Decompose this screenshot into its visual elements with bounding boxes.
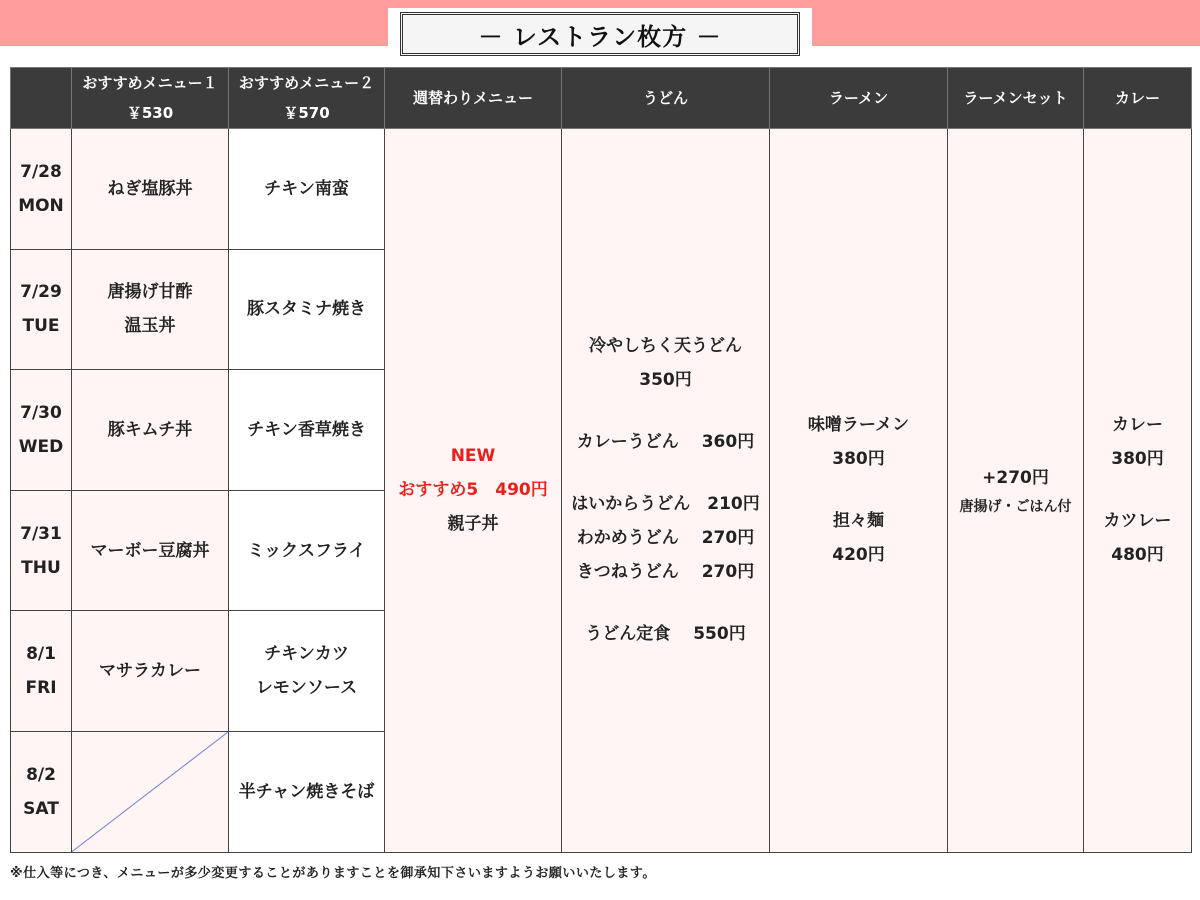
header-row: [11, 68, 1192, 129]
ramen-item: 味噌ラーメン: [807, 415, 910, 436]
date-value: 7/28: [20, 161, 62, 182]
recommended-2-item: [229, 249, 385, 370]
udon-item: 冷やしちく天うどん: [589, 336, 742, 357]
udon-item: わかめうどん 270円: [576, 528, 755, 549]
ramen-item: 担々麺: [833, 511, 884, 532]
menu-table: [10, 67, 1192, 853]
day-of-week: MON: [18, 195, 64, 216]
udon-item: カレーうどん 360円: [576, 432, 755, 453]
dish-name: ミックスフライ: [247, 540, 366, 561]
dish-name: 豚スタミナ焼き: [247, 299, 366, 320]
day-of-week: TUE: [22, 316, 60, 337]
dish-name: 半チャン焼きそば: [238, 781, 375, 802]
date-value: 8/2: [26, 764, 56, 785]
recommended-2-item: [229, 611, 385, 732]
recommended-2-item: [229, 731, 385, 852]
dish-name: マサラカレー: [99, 661, 201, 682]
header-ramen-set: ラーメンセット: [948, 68, 1084, 129]
dish-name: 温玉丼: [124, 316, 176, 337]
recommended-1-item: [72, 490, 229, 611]
day-of-week: WED: [18, 436, 64, 457]
ramen-price: 380円: [832, 449, 885, 470]
date-cell: [11, 611, 72, 732]
curry-price: 480円: [1111, 545, 1164, 566]
dish-name: 唐揚げ甘酢: [107, 282, 193, 303]
page-title: － レストラン枚方 －: [400, 12, 800, 56]
header-ramen: ラーメン: [770, 68, 948, 129]
udon-item: うどん定食 550円: [585, 624, 746, 645]
recommended-2-item: [229, 490, 385, 611]
header-weekly: 週替わりメニュー: [385, 68, 562, 129]
day-of-week: FRI: [25, 678, 57, 699]
date-cell: [11, 249, 72, 370]
header-curry: カレー: [1084, 68, 1192, 129]
weekly-dish: 親子丼: [447, 514, 499, 535]
curry-price: 380円: [1111, 449, 1164, 470]
date-value: 7/30: [20, 402, 62, 423]
date-value: 7/31: [20, 523, 62, 544]
header-recommended-2-name: おすすめメニュー２: [238, 74, 375, 92]
date-value: 8/1: [26, 644, 56, 665]
recommended-2-item: [229, 370, 385, 491]
udon-price: 350円: [639, 370, 692, 391]
header-date: [11, 68, 72, 129]
dish-name: チキン香草焼き: [247, 419, 366, 440]
weekly-feature-price: おすすめ5 490円: [398, 480, 548, 501]
ramen-menu-cell: [770, 129, 948, 853]
weekly-menu-cell: [385, 129, 562, 853]
udon-item: はいからうどん 210円: [571, 494, 760, 515]
ramen-set-price: +270円: [982, 468, 1049, 489]
date-cell: [11, 490, 72, 611]
footnote: ※仕入等につき、メニューが多少変更することがありますことを御承知下さいますようお願いいたします。: [10, 866, 656, 881]
recommended-1-unavailable: [72, 731, 229, 852]
recommended-1-item: [72, 611, 229, 732]
recommended-1-item: [72, 370, 229, 491]
header-recommended-1: [72, 68, 229, 129]
dish-name: マーボー豆腐丼: [90, 540, 210, 561]
udon-item: きつねうどん 270円: [576, 562, 755, 583]
header-recommended-1-price: ￥530: [126, 104, 174, 122]
date-cell: [11, 370, 72, 491]
curry-item: カレー: [1112, 415, 1163, 436]
header-udon: うどん: [562, 68, 770, 129]
ramen-set-cell: [948, 129, 1084, 853]
curry-item: カツレー: [1103, 511, 1172, 532]
dish-name: ねぎ塩豚丼: [107, 178, 193, 199]
curry-menu-cell: [1084, 129, 1192, 853]
recommended-2-item: [229, 129, 385, 250]
dish-name: チキン南蛮: [264, 178, 349, 199]
new-badge: NEW: [450, 446, 496, 467]
day-of-week: SAT: [23, 798, 59, 819]
date-value: 7/29: [20, 282, 62, 303]
day-of-week: THU: [21, 557, 61, 578]
ramen-price: 420円: [832, 545, 885, 566]
diagonal-slash-line: [72, 732, 228, 852]
recommended-1-item: [72, 129, 229, 250]
date-cell: [11, 129, 72, 250]
date-cell: [11, 731, 72, 852]
day-row-mon: [11, 129, 1192, 250]
header-recommended-2-price: ￥570: [283, 104, 330, 122]
header-recommended-2: [229, 68, 385, 129]
header-recommended-1-name: おすすめメニュー１: [82, 74, 218, 92]
ramen-set-note: 唐揚げ・ごはん付: [959, 499, 1072, 516]
dish-name: レモンソース: [255, 678, 358, 699]
udon-menu-cell: [562, 129, 770, 853]
title-frame: [388, 8, 812, 60]
dish-name: 豚キムチ丼: [107, 419, 193, 440]
recommended-1-item: [72, 249, 229, 370]
dish-name: チキンカツ: [264, 644, 349, 665]
